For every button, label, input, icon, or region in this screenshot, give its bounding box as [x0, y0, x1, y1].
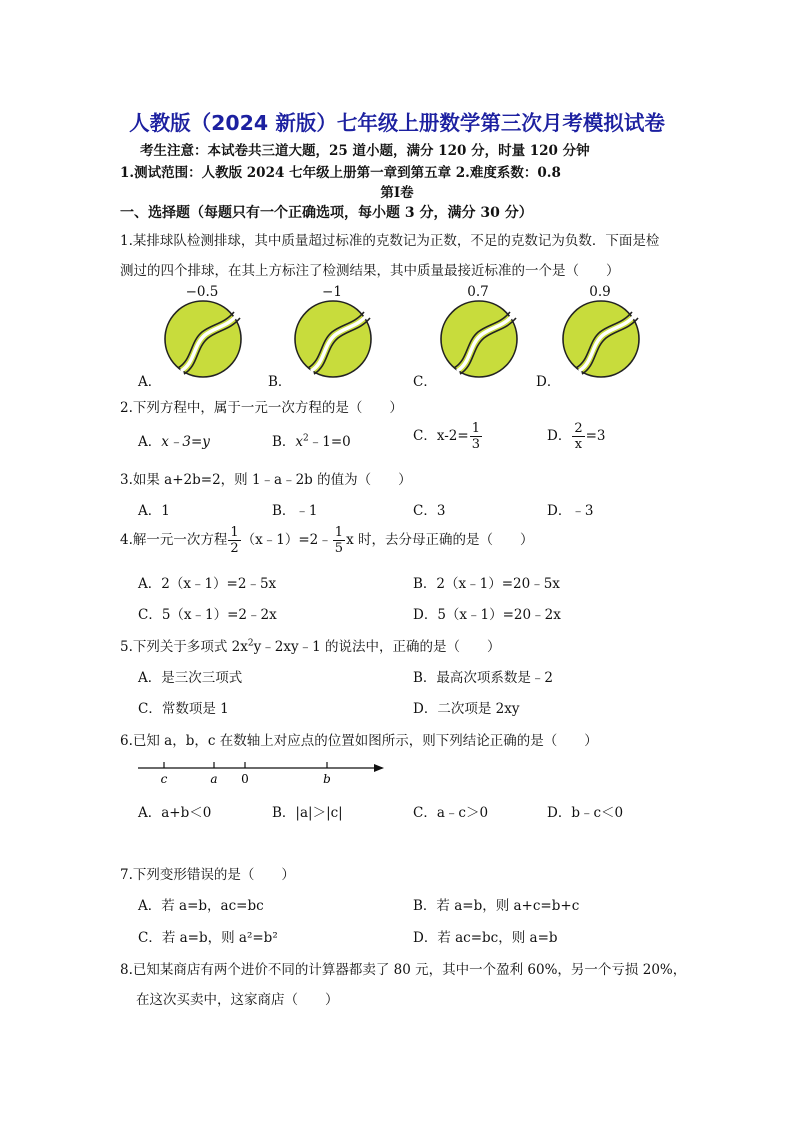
exam-title: 人教版（2024 新版）七年级上册数学第三次月考模拟试卷 — [129, 111, 665, 135]
axis-label-b: b — [323, 772, 331, 786]
q5-option-b[interactable]: B．最高次项系数是﹣2 — [413, 670, 554, 686]
q7-option-d[interactable]: D．若 ac=bc，则 a=b — [413, 930, 558, 946]
axis-label-a: a — [210, 772, 218, 786]
ball-b-value: −1 — [322, 284, 342, 300]
q3-option-c[interactable]: C．3 — [413, 503, 446, 519]
q2-option-b[interactable] — [272, 430, 351, 450]
q2-option-c-letter: C． — [413, 428, 437, 444]
q6-stem: 6.已知 a，b，c 在数轴上对应点的位置如图所示，则下列结论正确的是（ ） — [120, 733, 598, 749]
q2-option-d-post: =3 — [585, 428, 606, 444]
tennis-ball-d-icon — [558, 298, 644, 380]
q4-stem-post: x 时，去分母正确的是（ ） — [346, 532, 534, 548]
q1-option-b[interactable]: B． — [268, 374, 292, 390]
q4-f2-den: 5 — [334, 541, 344, 556]
q2-option-d-fraction — [572, 422, 584, 451]
q4-f1-den: 2 — [230, 541, 239, 556]
q7-stem: 7.下列变形错误的是（ ） — [120, 867, 295, 883]
axis-label-0: 0 — [241, 772, 249, 786]
q4-stem — [120, 526, 533, 555]
q7-option-a[interactable]: A．若 a=b，ac=bc — [138, 898, 264, 914]
q3-option-d[interactable]: D．﹣3 — [547, 503, 594, 519]
q4-option-c[interactable]: C．5（x﹣1）=2﹣2x — [138, 607, 277, 623]
q5-stem — [120, 635, 500, 655]
q2-option-b-exp: 2 — [303, 433, 309, 444]
q4-option-d[interactable]: D．5（x﹣1）=20﹣2x — [413, 607, 561, 623]
q5-option-c[interactable]: C．常数项是 1 — [138, 701, 229, 717]
q2-c-den: 3 — [471, 437, 480, 452]
q4-fraction-1 — [228, 526, 240, 555]
section-heading: 一、选择题（每题只有一个正确选项，每小题 3 分，满分 30 分） — [120, 205, 533, 221]
ball-c-value: 0.7 — [467, 284, 489, 300]
q2-c-num: 1 — [471, 421, 480, 436]
tennis-ball-a-icon — [160, 298, 246, 380]
q2-option-c[interactable] — [413, 422, 483, 451]
q4-fraction-2 — [333, 526, 345, 555]
q2-option-b-letter: B． — [272, 434, 296, 450]
q6-option-d[interactable]: D．b﹣c＜0 — [547, 805, 624, 821]
q5-option-d[interactable]: D．二次项是 2xy — [413, 701, 520, 717]
q3-stem: 3.如果 a+2b=2，则 1﹣a﹣2b 的值为（ ） — [120, 472, 412, 488]
q4-option-b[interactable]: B．2（x﹣1）=20﹣5x — [413, 576, 560, 592]
q1-stem-line1: 1.某排球队检测排球，其中质量超过标准的克数记为正数，不足的克数记为负数．下面是检 — [120, 233, 660, 249]
q1-option-d[interactable]: D． — [536, 374, 561, 390]
ball-d-value: 0.9 — [589, 284, 611, 300]
q7-option-c[interactable]: C．若 a=b，则 a²=b² — [138, 930, 278, 946]
q1-stem-line2: 测过的四个排球，在其上方标注了检测结果，其中质量最接近标准的一个是（ ） — [120, 263, 620, 279]
q1-option-a[interactable]: A． — [138, 374, 162, 390]
exam-scope: 1.测试范围：人教版 2024 七年级上册第一章到第五章 2.难度系数：0.8 — [120, 165, 561, 181]
ball-a-value: −0.5 — [185, 284, 219, 300]
q4-stem-pre: 4.解一元一次方程 — [120, 532, 228, 548]
q5-stem-pre: 5.下列关于多项式 2x — [120, 639, 248, 655]
tennis-ball-c-icon — [436, 298, 522, 380]
q2-option-a[interactable] — [138, 430, 210, 450]
q4-stem-mid: （x﹣1）=2﹣ — [241, 532, 332, 548]
q8-stem-line1: 8.已知某商店有两个进价不同的计算器都卖了 80 元，其中一个盈利 60%，另一个亏损 20%， — [120, 962, 687, 978]
q2-option-b-var: x — [295, 434, 304, 450]
q6-option-a[interactable]: A．a+b＜0 — [138, 805, 212, 821]
q7-option-b[interactable]: B．若 a=b，则 a+c=b+c — [413, 898, 580, 914]
q2-option-b-rest: ﹣1=0 — [308, 434, 351, 450]
q4-f2-num: 1 — [334, 525, 344, 540]
q2-option-d[interactable] — [547, 422, 606, 451]
q1-option-c[interactable]: C． — [413, 374, 437, 390]
q2-option-d-letter: D． — [547, 428, 572, 444]
q2-option-c-fraction — [470, 422, 482, 451]
tennis-ball-b-icon — [290, 298, 376, 380]
q2-option-a-text: x﹣3=y — [161, 434, 210, 450]
q6-option-c[interactable]: C．a﹣c＞0 — [413, 805, 489, 821]
q4-f1-num: 1 — [230, 525, 239, 540]
q8-stem-line2: 在这次买卖中，这家商店（ ） — [136, 992, 339, 1008]
number-line-arrow-icon — [374, 764, 384, 772]
q5-option-a[interactable]: A．是三次三项式 — [138, 670, 243, 686]
exam-notice: 考生注意：本试卷共三道大题，25 道小题，满分 120 分，时量 120 分钟 — [140, 143, 590, 159]
q4-option-a[interactable]: A．2（x﹣1）=2﹣5x — [138, 576, 277, 592]
q6-option-b[interactable]: B．|a|＞|c| — [272, 805, 343, 821]
volume-heading: 第Ⅰ卷 — [380, 185, 414, 201]
q2-d-num: 2 — [574, 421, 583, 436]
q2-option-a-letter: A． — [138, 434, 162, 450]
axis-label-c: c — [160, 772, 168, 786]
q2-d-den: x — [574, 437, 583, 452]
q5-stem-exp: 2 — [247, 638, 254, 649]
q3-option-a[interactable]: A．1 — [138, 503, 170, 519]
q2-stem: 2.下列方程中，属于一元一次方程的是（ ） — [120, 400, 403, 416]
number-line — [132, 756, 392, 788]
q2-option-c-pre: x-2= — [436, 428, 469, 444]
q5-stem-post: y﹣2xy﹣1 的说法中，正确的是（ ） — [253, 639, 501, 655]
q3-option-b[interactable]: B．﹣1 — [272, 503, 318, 519]
